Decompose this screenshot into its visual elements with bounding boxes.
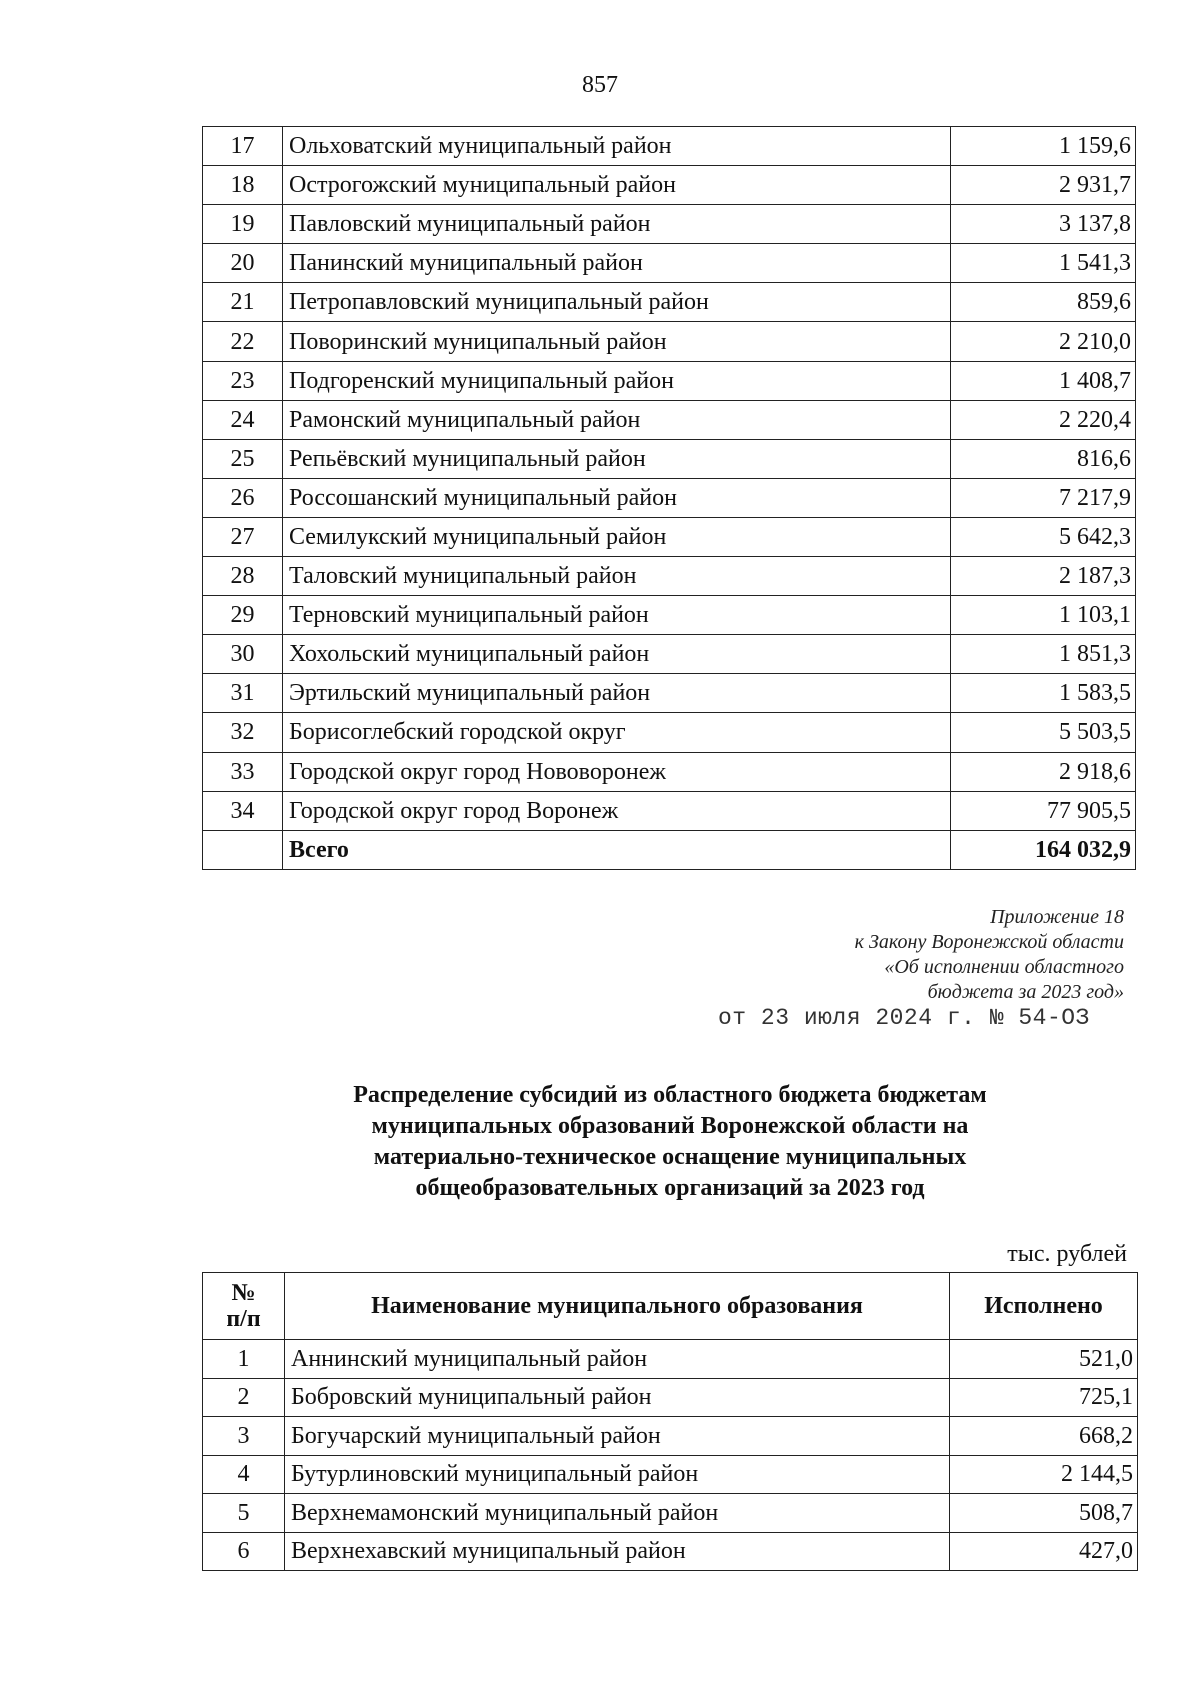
row-number: 27 [203, 517, 283, 556]
row-value: 5 503,5 [951, 713, 1136, 752]
row-number: 3 [203, 1417, 285, 1456]
row-name: Ольховатский муниципальный район [283, 127, 951, 166]
row-value: 859,6 [951, 283, 1136, 322]
row-number: 25 [203, 439, 283, 478]
row-name: Рамонский муниципальный район [283, 400, 951, 439]
table-row [203, 127, 1136, 166]
row-name: Городской округ город Воронеж [283, 791, 951, 830]
row-value: 521,0 [950, 1340, 1138, 1379]
total-num-cell [203, 830, 283, 869]
row-number: 32 [203, 713, 283, 752]
row-value: 2 144,5 [950, 1455, 1138, 1494]
row-name: Терновский муниципальный район [283, 596, 951, 635]
row-number: 26 [203, 478, 283, 517]
appendix-note [855, 905, 1124, 1005]
row-name: Городской округ город Нововоронеж [283, 752, 951, 791]
row-value: 1 583,5 [951, 674, 1136, 713]
table-row [203, 517, 1136, 556]
law-date-stamp: от 23 июля 2024 г. № 54-ОЗ [718, 1005, 1090, 1031]
table-row [203, 244, 1136, 283]
table-2-body [203, 1340, 1138, 1571]
total-value: 164 032,9 [951, 830, 1136, 869]
row-number: 19 [203, 205, 283, 244]
table-row [203, 1494, 1138, 1533]
table-row [203, 283, 1136, 322]
row-name: Хохольский муниципальный район [283, 635, 951, 674]
table-row [203, 752, 1136, 791]
table-row [203, 400, 1136, 439]
row-name: Россошанский муниципальный район [283, 478, 951, 517]
row-name: Острогожский муниципальный район [283, 166, 951, 205]
row-number: 2 [203, 1378, 285, 1417]
row-value: 668,2 [950, 1417, 1138, 1456]
table-row [203, 439, 1136, 478]
title-line: общеобразовательных организаций за 2023 год [415, 1175, 925, 1201]
row-name: Репьёвский муниципальный район [283, 439, 951, 478]
table-row [203, 1340, 1138, 1379]
appendix-line: бюджета за 2023 год» [927, 981, 1124, 1003]
row-number: 33 [203, 752, 283, 791]
row-value: 2 220,4 [951, 400, 1136, 439]
row-name: Семилукский муниципальный район [283, 517, 951, 556]
appendix-line: «Об исполнении областного [884, 956, 1124, 978]
table-row [203, 557, 1136, 596]
table-row [203, 322, 1136, 361]
row-number: 34 [203, 791, 283, 830]
row-value: 1 103,1 [951, 596, 1136, 635]
row-value: 1 159,6 [951, 127, 1136, 166]
header-name: Наименование муниципального образования [285, 1273, 950, 1340]
row-name: Бобровский муниципальный район [285, 1378, 950, 1417]
row-number: 22 [203, 322, 283, 361]
row-value: 7 217,9 [951, 478, 1136, 517]
table-row [203, 1378, 1138, 1417]
row-number: 17 [203, 127, 283, 166]
table-row [203, 1532, 1138, 1571]
row-number: 1 [203, 1340, 285, 1379]
row-value: 2 918,6 [951, 752, 1136, 791]
row-value: 427,0 [950, 1532, 1138, 1571]
total-row [203, 830, 1136, 869]
table-2-header [203, 1273, 1138, 1340]
table-row [203, 205, 1136, 244]
row-value: 1 408,7 [951, 361, 1136, 400]
row-number: 29 [203, 596, 283, 635]
table-row [203, 791, 1136, 830]
title-line: материально-техническое оснащение муниципальных [373, 1144, 967, 1170]
table-row [203, 674, 1136, 713]
row-name: Бутурлиновский муниципальный район [285, 1455, 950, 1494]
table-row [203, 478, 1136, 517]
row-number: 18 [203, 166, 283, 205]
row-name: Аннинский муниципальный район [285, 1340, 950, 1379]
header-row [203, 1273, 1138, 1340]
row-value: 1 851,3 [951, 635, 1136, 674]
page-number: 857 [582, 72, 618, 98]
row-number: 4 [203, 1455, 285, 1494]
table-row [203, 1455, 1138, 1494]
row-value: 1 541,3 [951, 244, 1136, 283]
row-name: Панинский муниципальный район [283, 244, 951, 283]
row-value: 3 137,8 [951, 205, 1136, 244]
row-value: 508,7 [950, 1494, 1138, 1533]
row-number: 5 [203, 1494, 285, 1533]
row-name: Петропавловский муниципальный район [283, 283, 951, 322]
row-number: 28 [203, 557, 283, 596]
subsidy-table-continued [202, 126, 1136, 870]
row-name: Поворинский муниципальный район [283, 322, 951, 361]
table-row [203, 1417, 1138, 1456]
row-value: 5 642,3 [951, 517, 1136, 556]
row-name: Эртильский муниципальный район [283, 674, 951, 713]
row-value: 2 210,0 [951, 322, 1136, 361]
row-number: 31 [203, 674, 283, 713]
header-num-line: п/п [226, 1306, 261, 1332]
row-number: 20 [203, 244, 283, 283]
table-row [203, 596, 1136, 635]
row-value: 725,1 [950, 1378, 1138, 1417]
row-value: 2 187,3 [951, 557, 1136, 596]
row-value: 77 905,5 [951, 791, 1136, 830]
table-row [203, 361, 1136, 400]
title-line: муниципальных образований Воронежской области на [371, 1113, 969, 1139]
header-num [203, 1273, 285, 1340]
header-value: Исполнено [950, 1273, 1138, 1340]
row-number: 30 [203, 635, 283, 674]
row-name: Таловский муниципальный район [283, 557, 951, 596]
row-number: 23 [203, 361, 283, 400]
row-number: 6 [203, 1532, 285, 1571]
appendix-line: Приложение 18 [990, 906, 1124, 928]
row-number: 24 [203, 400, 283, 439]
document-title [230, 1080, 1110, 1204]
row-name: Богучарский муниципальный район [285, 1417, 950, 1456]
header-num-line: № [231, 1280, 256, 1306]
row-name: Павловский муниципальный район [283, 205, 951, 244]
table-row [203, 635, 1136, 674]
appendix-line: к Закону Воронежской области [854, 931, 1124, 953]
units-label: тыс. рублей [1007, 1241, 1127, 1267]
row-name: Подгоренский муниципальный район [283, 361, 951, 400]
subsidy-table [202, 1272, 1138, 1571]
row-number: 21 [203, 283, 283, 322]
row-name: Верхнехавский муниципальный район [285, 1532, 950, 1571]
row-value: 816,6 [951, 439, 1136, 478]
table-row [203, 166, 1136, 205]
table-row [203, 713, 1136, 752]
row-name: Верхнемамонский муниципальный район [285, 1494, 950, 1533]
row-name: Борисоглебский городской округ [283, 713, 951, 752]
table-1-body [203, 127, 1136, 870]
total-label: Всего [283, 830, 951, 869]
row-value: 2 931,7 [951, 166, 1136, 205]
title-line: Распределение субсидий из областного бюджета бюджетам [353, 1082, 987, 1108]
